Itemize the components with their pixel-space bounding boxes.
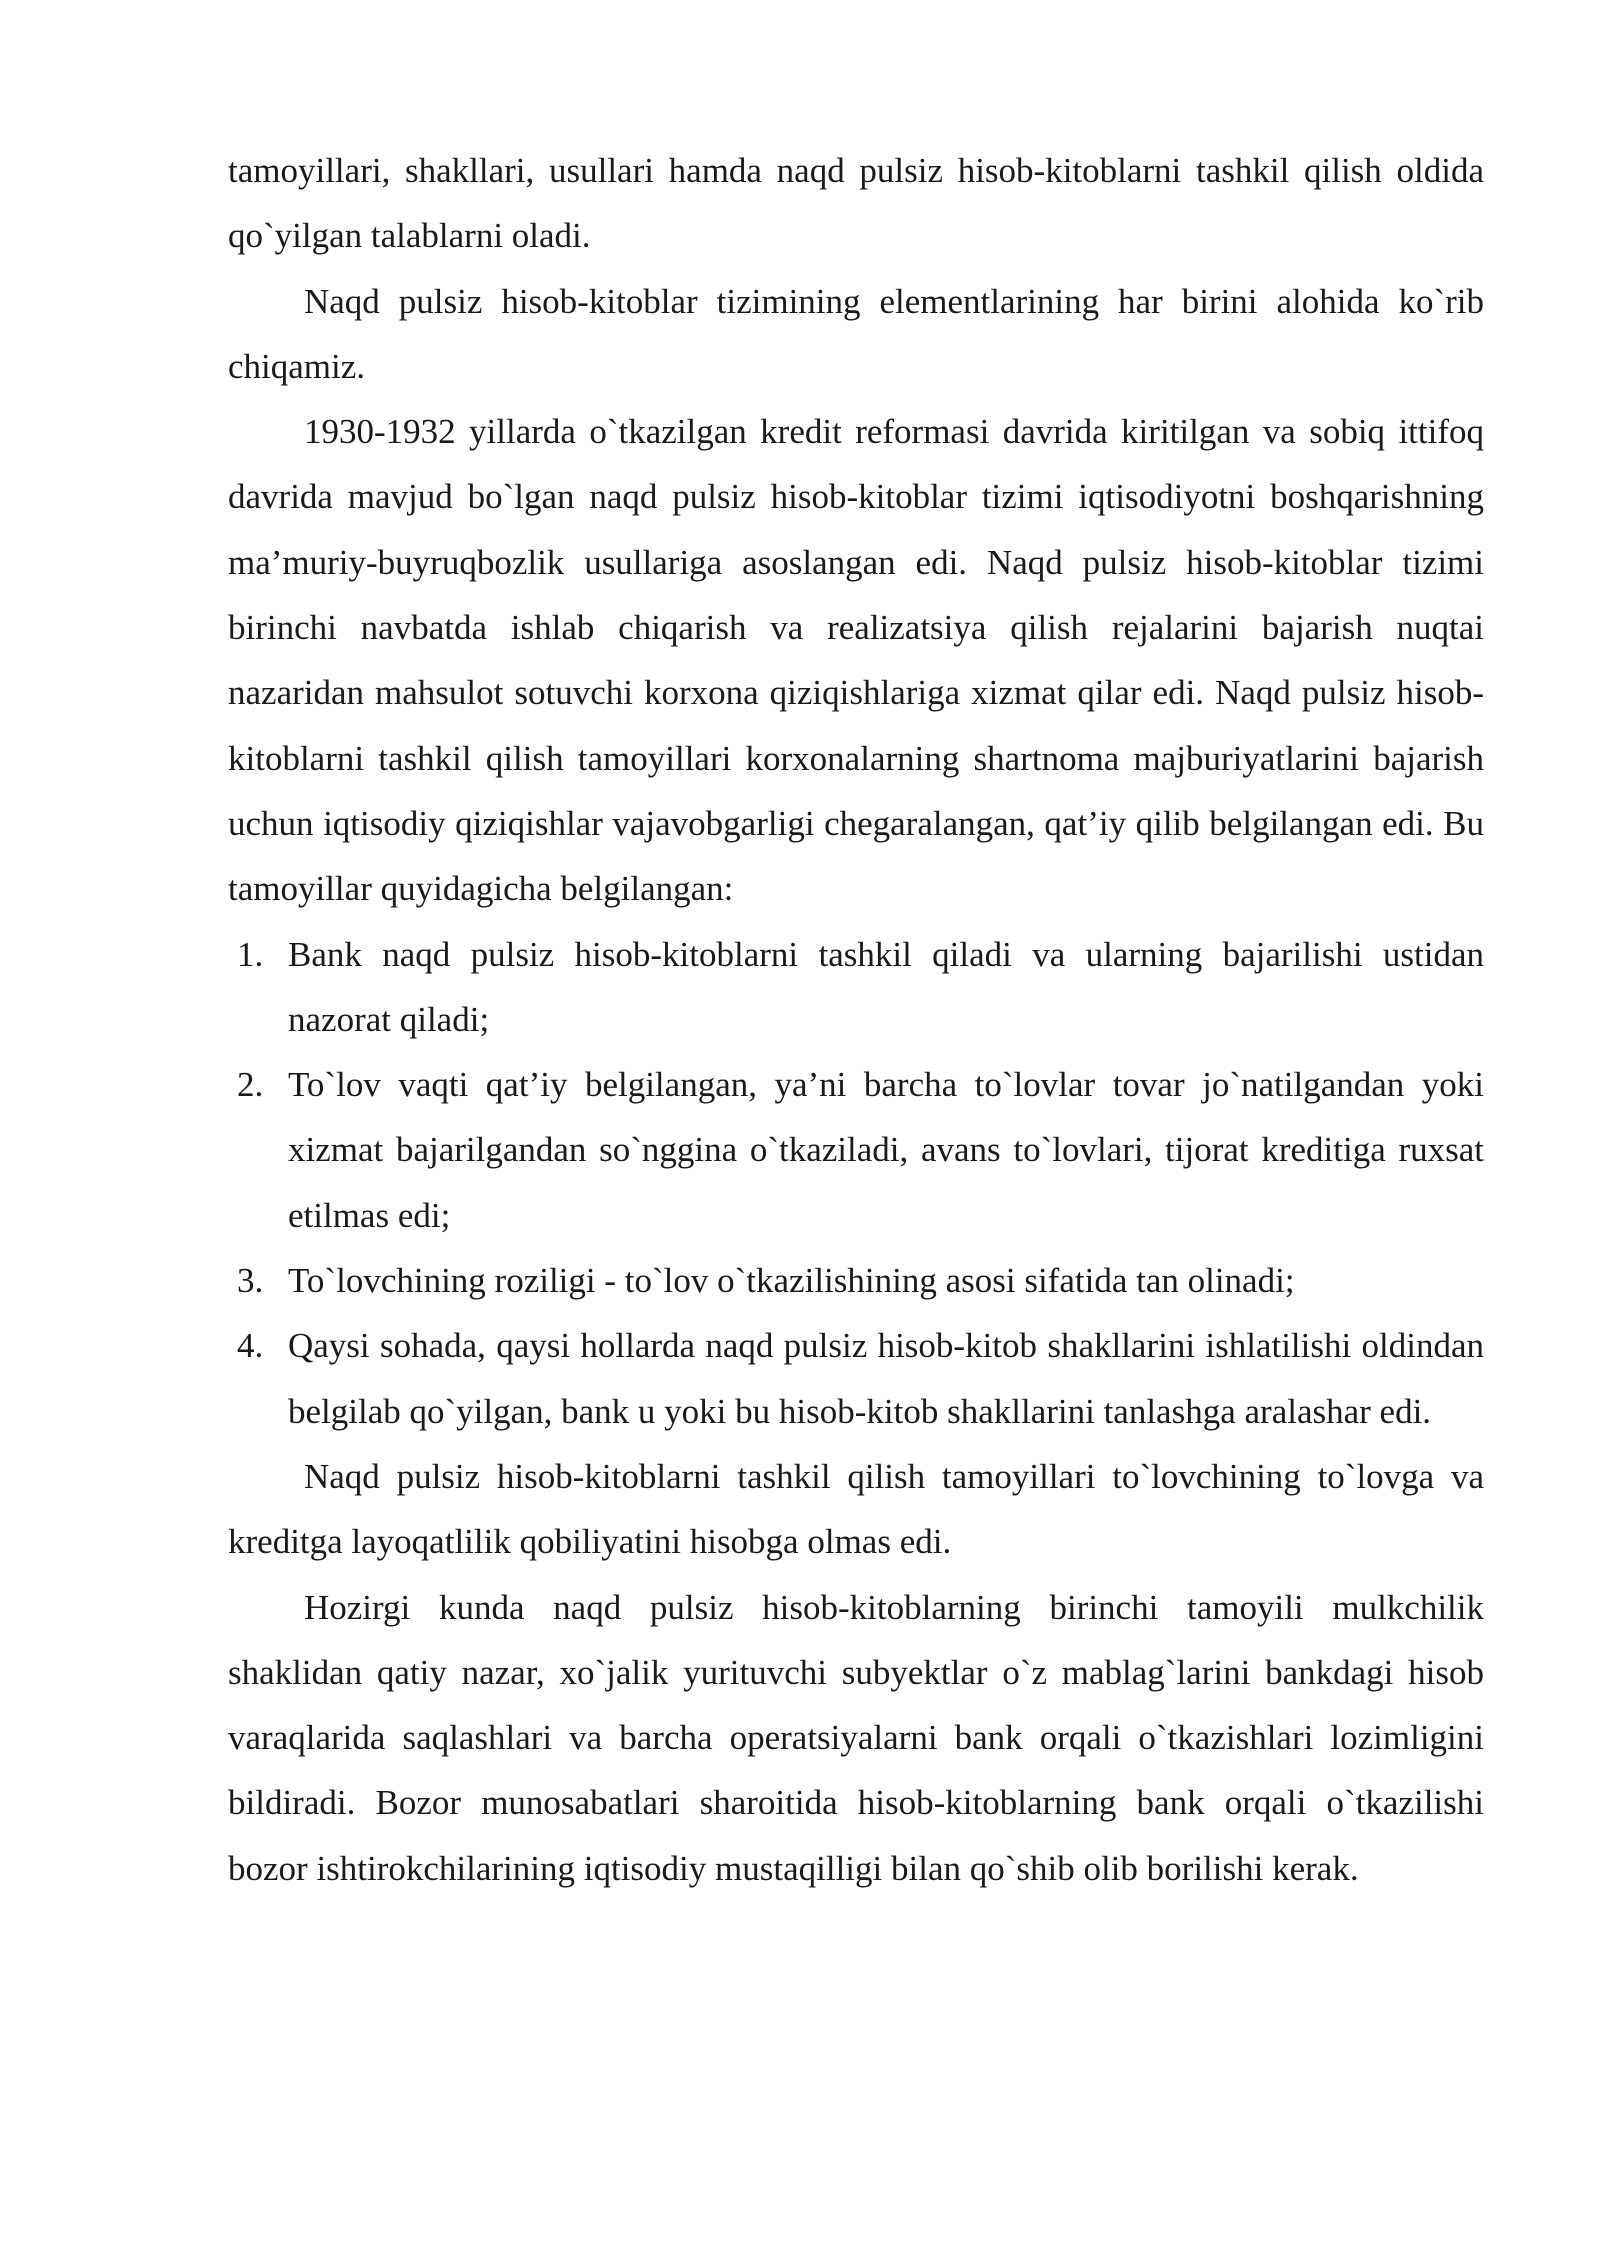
list-item-text: To`lovchining roziligi - to`lov o`tkazilishining asosi sifatida tan olinadi; <box>288 1261 1295 1301</box>
list-item-text: To`lov vaqti qat’iy belgilangan, ya’ni barcha to`lovlar tovar jo`natilgandan yoki xizmat bajarilgandan so`nggina o`tkaziladi, avans to`lovlari, tijorat kreditiga ruxsat etilmas edi; <box>288 1065 1484 1235</box>
list-number: 1. <box>237 934 264 974</box>
list-number: 2. <box>237 1065 264 1105</box>
document-page <box>228 138 1484 1901</box>
list-item <box>228 1313 1484 1444</box>
list-item <box>228 1052 1484 1248</box>
principles-list <box>228 922 1484 1444</box>
paragraph-principles-note: Naqd pulsiz hisob-kitoblarni tashkil qilish tamoyillari to`lovchining to`lovga va kreditga layoqatlilik qobiliyatini hisobga olmas edi. <box>228 1456 1484 1562</box>
list-item-text: Qaysi sohada, qaysi hollarda naqd pulsiz hisob-kitob shakllarini ishlatilishi oldindan belgilab qo`yilgan, bank u yoki bu hisob-kitob shakllarini tanlashga aralashar edi. <box>288 1326 1484 1431</box>
list-number: 3. <box>237 1261 264 1301</box>
list-item-text: Bank naqd pulsiz hisob-kitoblarni tashkil qiladi va ularning bajarilishi ustidan nazorat qiladi; <box>288 934 1484 1039</box>
list-number: 4. <box>237 1326 264 1366</box>
list-item <box>228 922 1484 1053</box>
paragraph-intro: Naqd pulsiz hisob-kitoblar tizimining elementlarining har birini alohida ko`rib chiqamiz. <box>228 281 1484 386</box>
paragraph-history: 1930-1932 yillarda o`tkazilgan kredit reformasi davrida kiritilgan va sobiq ittifoq davrida mavjud bo`lgan naqd pulsiz hisob-kitoblar tizimi iqtisodiyotni boshqarishning ma’muriy-buyruqbozlik usullariga asoslangan edi. Naqd pulsiz hisob-kitoblar tizimi birinchi navbatda ishlab chiqarish va realizatsiya qilish rejalarini bajarish nuqtai nazaridan mahsulot sotuvchi korxona qiziqishlariga xizmat qilar edi. Naqd pulsiz hisob-kitoblarni tashkil qilish tamoyillari korxonalarning shartnoma majburiyatlarini bajarish uchun iqtisodiy qiziqishlar vajavobgarligi chegaralangan, qat’iy qilib belgilangan edi. Bu tamoyillar quyidagicha belgilangan: <box>228 412 1484 909</box>
paragraph-current: Hozirgi kunda naqd pulsiz hisob-kitoblarning birinchi tamoyili mulkchilik shaklidan qatiy nazar, xo`jalik yurituvchi subyektlar o`z mablag`larini bankdagi hisob varaqlarida saqlashlari va barcha operatsiyalarni bank orqali o`tkazishlari lozimligini bildiradi. Bozor munosabatlari sharoitida hisob-kitoblarning bank orqali o`tkazilishi bozor ishtirokchilarining iqtisodiy mustaqilligi bilan qo`shib olib borilishi kerak. <box>228 1587 1484 1888</box>
list-item <box>228 1248 1484 1313</box>
paragraph-continuation: tamoyillari, shakllari, usullari hamda naqd pulsiz hisob-kitoblarni tashkil qilish oldida qo`yilgan talablarni oladi. <box>228 151 1484 256</box>
